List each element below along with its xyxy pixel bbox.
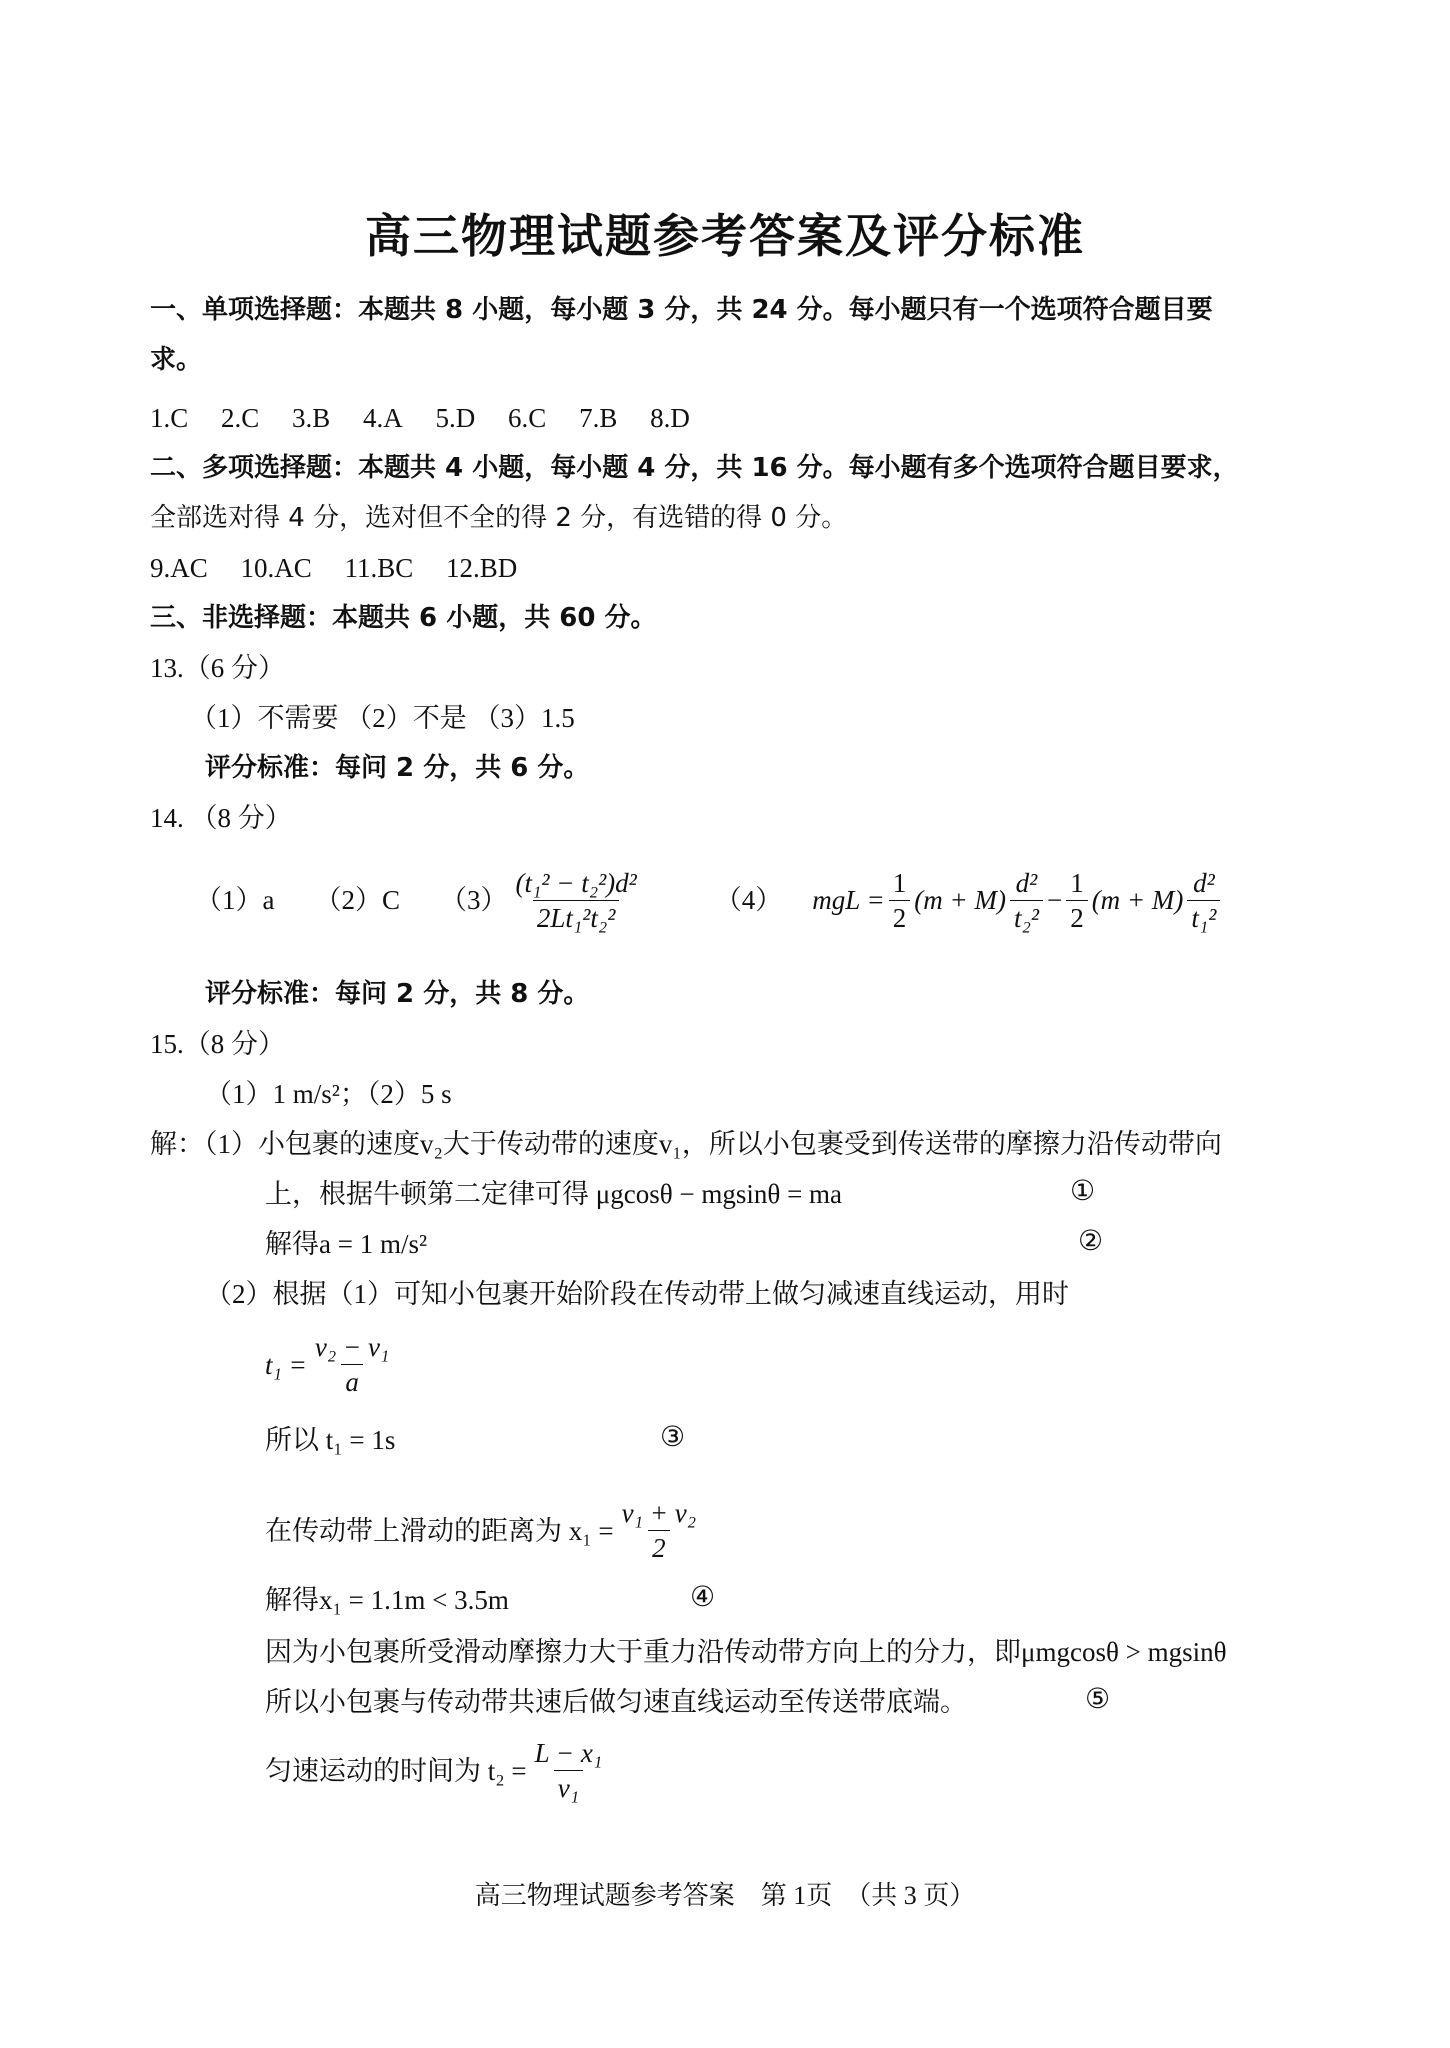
section2-answers — [150, 548, 543, 588]
q14-d2-over-t2sq: $\frac{\text{d²}}{\text{t₂²}}$ — [1010, 866, 1043, 935]
q14-mass-1: (m + M) — [914, 885, 1006, 915]
q13-scoring: 评分标准：每问 2 分，共 6 分。 — [205, 753, 590, 783]
mark-1: ① — [1070, 1176, 1096, 1207]
because-line: 因为小包裹所受滑动摩擦力大于重力沿传动带方向上的分力，即μmgcosθ > mgsinθ — [265, 1637, 1227, 1667]
q14-part4-label: （4） — [714, 885, 783, 915]
q14-part3-fraction — [512, 866, 641, 935]
q14-answers — [195, 858, 1224, 942]
answer-5: 5.D — [435, 403, 476, 433]
t1-result: 所以 t₁ = 1s — [265, 1425, 396, 1455]
section3-header: 三、非选择题：本题共 6 小题，共 60 分。 — [150, 603, 657, 633]
section1-answers — [150, 398, 716, 438]
answer-8: 8.D — [650, 403, 690, 433]
answer-6: 6.C — [508, 403, 547, 433]
q14-part3-numerator: (t₁² − t₂²)d² — [515, 867, 637, 898]
q14-part4-lhs: mgL = — [812, 885, 885, 915]
t1-fraction: $\frac{\text{v₂ − v₁}}{a}$ — [314, 1332, 390, 1397]
section2-header-line2: 全部选对得 4 分，选对但不全的得 2 分，有选错的得 0 分。 — [150, 503, 848, 533]
q14-label: 14. （8 分） — [150, 803, 292, 833]
x1-formula — [265, 1496, 704, 1565]
q14-part3-denominator: 2Lt₁²t₂² — [533, 900, 619, 935]
q14-scoring: 评分标准：每问 2 分，共 8 分。 — [205, 979, 590, 1009]
answer-11: 11.BC — [344, 553, 414, 583]
q15-answers: （1）1 m/s²；（2）5 s — [205, 1079, 452, 1109]
q15-solution-line3: 解得a = 1 m/s² — [265, 1229, 428, 1259]
answer-2: 2.C — [221, 403, 260, 433]
t2-text: 匀速运动的时间为 t₂ = — [265, 1755, 527, 1786]
mark-4: ④ — [690, 1582, 716, 1613]
q14-half-2: $\frac{1}{2}$ — [1066, 866, 1088, 935]
q14-half-1: $\frac{1}{2}$ — [889, 866, 911, 935]
answer-3: 3.B — [292, 403, 331, 433]
q15-label: 15.（8 分） — [150, 1029, 285, 1059]
therefore-line: 所以小包裹与传动带共速后做匀速直线运动至传送带底端。 — [265, 1687, 967, 1717]
section1-header-line2: 求。 — [150, 345, 203, 375]
q14-part2: （2）C — [314, 885, 400, 915]
answer-12: 12.BD — [446, 553, 518, 583]
q15-part2-intro: （2）根据（1）可知小包裹开始阶段在传动带上做匀减速直线运动，用时 — [205, 1279, 1069, 1309]
section2-header-line1: 二、多项选择题：本题共 4 小题，每小题 4 分，共 16 分。每小题有多个选项符合题目要求， — [150, 453, 1239, 483]
q13-label: 13.（6 分） — [150, 653, 285, 683]
section1-header-line1: 一、单项选择题：本题共 8 小题，每小题 3 分，共 24 分。每小题只有一个选项符合题目要 — [150, 295, 1213, 325]
q14-part3-label: （3） — [440, 885, 508, 915]
q15-solution-line2: 上，根据牛顿第二定律可得 μgcosθ − mgsinθ = ma — [265, 1179, 843, 1209]
q14-minus: − — [1046, 885, 1063, 915]
answer-1: 1.C — [150, 403, 189, 433]
mark-2: ② — [1078, 1226, 1104, 1257]
q14-part1: （1）a — [195, 885, 275, 915]
answer-7: 7.B — [579, 403, 618, 433]
t1-formula — [265, 1330, 397, 1399]
q14-d2-over-t1sq: $\frac{\text{d²}}{\text{t₁²}}$ — [1187, 866, 1220, 935]
page-title: 高三物理试题参考答案及评分标准 — [365, 209, 1085, 263]
q14-mass-2: (m + M) — [1091, 885, 1184, 915]
q15-solution-line1: 解：（1）小包裹的速度v₂大于传动带的速度v₁，所以小包裹受到传送带的摩擦力沿传动带向 — [150, 1129, 1222, 1159]
t2-formula — [265, 1736, 610, 1805]
x1-fraction: $\frac{\text{v₁ + v₂}}{2}$ — [621, 1498, 697, 1563]
t2-fraction: $\frac{\text{L − x₁}}{\text{v₁}}$ — [534, 1738, 603, 1803]
page-footer: 高三物理试题参考答案 第 1页 （共 3 页） — [474, 1881, 976, 1910]
answer-10: 10.AC — [240, 553, 312, 583]
mark-3: ③ — [660, 1422, 686, 1453]
answer-4: 4.A — [363, 403, 403, 433]
q13-answers: （1）不需要 （2）不是 （3）1.5 — [190, 703, 575, 733]
mark-5: ⑤ — [1085, 1684, 1111, 1715]
t1-lhs: t₁ = — [265, 1349, 307, 1380]
x1-text: 在传动带上滑动的距离为 x₁ = — [265, 1515, 614, 1546]
x1-result: 解得x₁ = 1.1m < 3.5m — [265, 1585, 509, 1615]
answer-9: 9.AC — [150, 553, 208, 583]
